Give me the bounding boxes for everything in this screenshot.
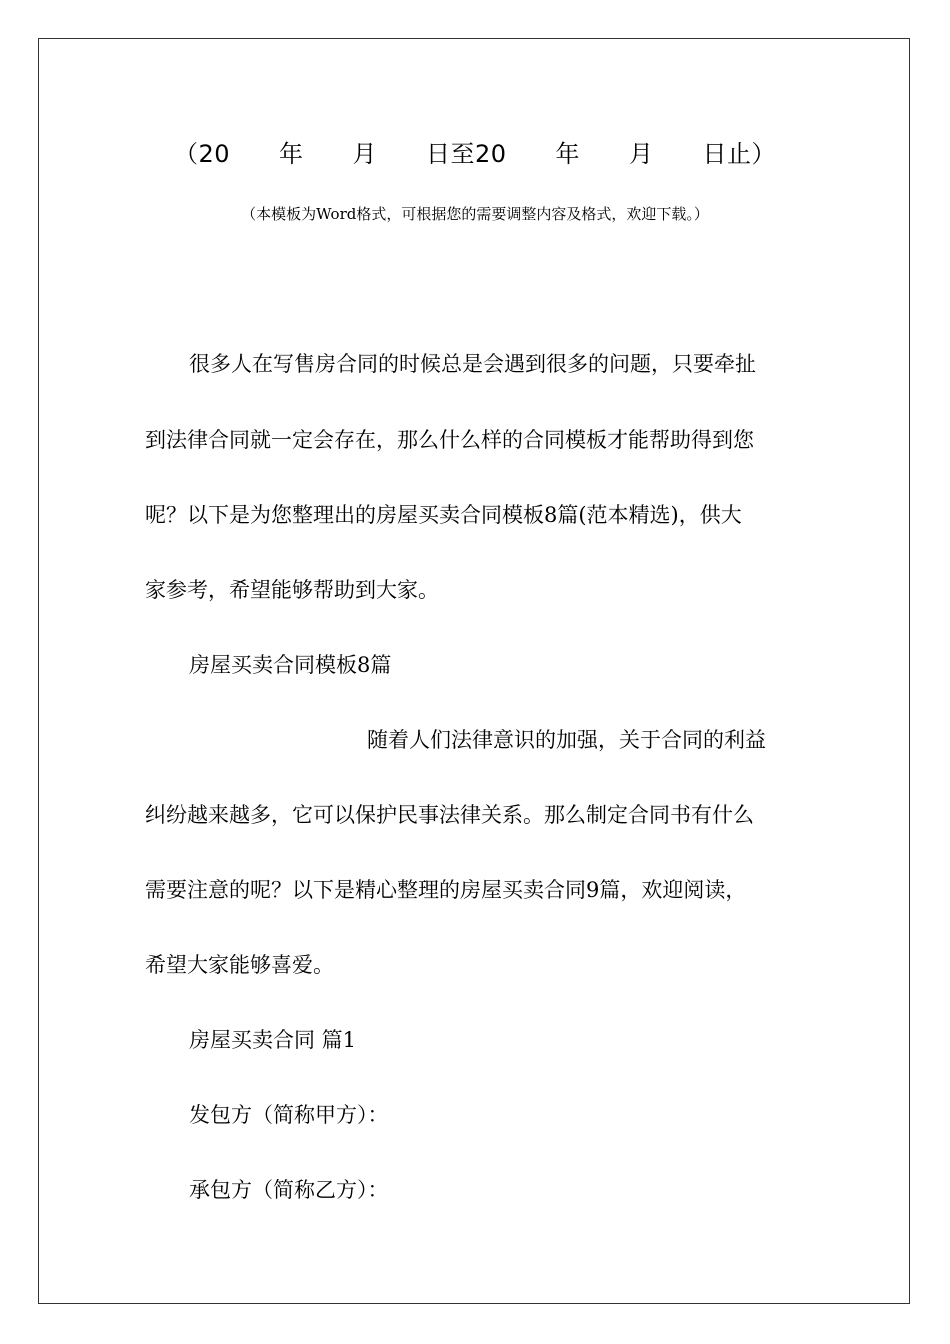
paragraph2-line-3: 需要注意的呢？以下是精心整理的房屋买卖合同9篇，欢迎阅读， [145,878,747,902]
party-b-label: 承包方（简称乙方）： [189,1178,389,1202]
date-range-heading: （20 年 月 日至20 年 月 日止） [173,140,777,168]
intro-line-4: 家参考，希望能够帮助到大家。 [145,578,439,602]
contract-title: 房屋买卖合同 篇1 [189,1028,357,1052]
template-note: （本模板为Word格式，可根据您的需要调整内容及格式，欢迎下载。） [241,205,709,223]
party-a-label: 发包方（简称甲方）： [189,1103,389,1127]
intro-line-2: 到法律合同就一定会存在，那么什么样的合同模板才能帮助得到您 [145,428,754,452]
intro-line-1: 很多人在写售房合同的时候总是会遇到很多的问题，只要牵扯 [189,352,756,376]
paragraph2-line-2: 纠纷越来越多，它可以保护民事法律关系。那么制定合同书有什么 [145,803,754,827]
paragraph2-line-1: 随着人们法律意识的加强，关于合同的利益 [367,728,766,752]
paragraph2-line-4: 希望大家能够喜爱。 [145,953,334,977]
section-title: 房屋买卖合同模板8篇 [189,653,392,677]
intro-line-3: 呢？以下是为您整理出的房屋买卖合同模板8篇(范本精选)，供大 [145,503,742,527]
